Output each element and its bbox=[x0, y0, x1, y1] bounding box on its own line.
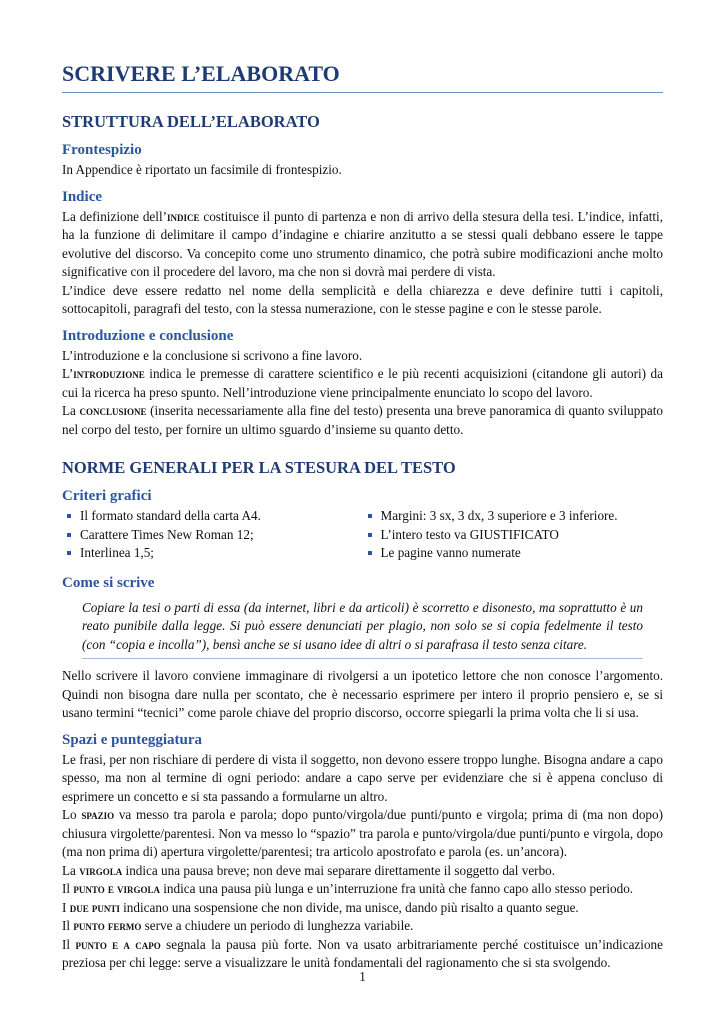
section-heading-norme: NORME GENERALI PER LA STESURA DEL TESTO bbox=[62, 458, 456, 477]
paragraph-spazi-1: Le frasi, per non rischiare di perdere di vista il soggetto, non devono essere troppo lunghe. Bisogna andare a capo spesso, ma non al termine di ogni periodo: andare a capo serve per evidenziare che si è appena concluso di esprimere un concetto e si sta passando a formularne un altro. bbox=[62, 751, 663, 804]
section-heading-struttura: STRUTTURA DELL’ELABORATO bbox=[62, 112, 320, 131]
paragraph-intro-1: L’introduzione e la conclusione si scrivono a fine lavoro. bbox=[62, 347, 363, 363]
paragraph-intro-3: La conclusione (inserita necessariamente alla fine del testo) presenta una breve panoramica di quanto sviluppato nel corpo del testo, per fornire un ultimo sguardo d’insieme su quanto detto. bbox=[62, 403, 663, 437]
paragraph-spazi-7: Il punto e a capo segnala la pausa più forte. Non va usato arbitrariamente perché costituisce un’indicazione preziosa per chi legge: serve a visualizzare le unità fondamentali del ragionamento che si sta svolgendo. bbox=[62, 936, 663, 970]
paragraph-spazi-5: I due punti indicano una sospensione che non divide, ma unisce, dando più risalto a quanto segue. bbox=[62, 899, 579, 915]
term-virgola: virgola bbox=[79, 863, 123, 878]
subheading-criteri: Criteri grafici bbox=[62, 488, 152, 504]
paragraph-spazi-3: La virgola indica una pausa breve; non deve mai separare direttamente il soggetto dal verbo. bbox=[62, 862, 556, 878]
criteri-list bbox=[62, 507, 663, 563]
list-item: Interlinea 1,5; bbox=[66, 544, 363, 563]
term-conclusione: conclusione bbox=[79, 404, 147, 418]
paragraph-come-si-scrive: Nello scrivere il lavoro conviene immaginare di rivolgersi a un ipotetico lettore che non conosce l’argomento. Quindi non bisogna dare nulla per scontato, che è necessario esprimere per intero il proprio pensiero e, se si usano termini “tecnici” come parole chiave del proprio discorso, occorre spiegarli la prima volta che li si usa. bbox=[62, 668, 663, 720]
term-punto-e-virgola: punto e virgola bbox=[73, 882, 160, 896]
term-introduzione: introduzione bbox=[73, 367, 145, 381]
criteri-right-column bbox=[363, 507, 664, 563]
paragraph-spazi-2: Lo spazio va messo tra parola e parola; dopo punto/virgola/due punti/punto e virgola; prima di (ma non dopo) chiusura virgolette/parentesi. Non va messo lo “spazio” tra parola e punto/virgola/due punti/punto e virgola, dopo (ma non prima di) apertura virgolette/parentesi; tra articolo apostrofato e parola (es. un’ancora). bbox=[62, 807, 663, 859]
paragraph-spazi-4: Il punto e virgola indica una pausa più lunga e un’interruzione fra unità che fanno capo allo stesso periodo. bbox=[62, 881, 634, 896]
list-item: Margini: 3 sx, 3 dx, 3 superiore e 3 inferiore. bbox=[367, 507, 664, 526]
list-item: L’intero testo va GIUSTIFICATO bbox=[367, 526, 664, 545]
list-item: Le pagine vanno numerate bbox=[367, 544, 664, 563]
paragraph-frontespizio: In Appendice è riportato un facsimile di frontespizio. bbox=[62, 162, 342, 177]
subheading-introduzione: Introduzione e conclusione bbox=[62, 327, 234, 344]
quote-plagio: Copiare la tesi o parti di essa (da internet, libri e da articoli) è scorretto e disonesto, ma soprattutto è un reato punibile dalla legge. Si può essere denunciati per plagio, non solo se si copia fedelmente il testo (con “copia e incolla”), bensì anche se si usano idee di altri o si parafrasa il testo senza citare. bbox=[82, 599, 643, 660]
subheading-spazi: Spazi e punteggiatura bbox=[62, 731, 203, 748]
term-spazio: spazio bbox=[81, 808, 115, 822]
subheading-come-si-scrive: Come si scrive bbox=[62, 574, 155, 591]
subheading-frontespizio: Frontespizio bbox=[62, 142, 142, 158]
criteri-left-column bbox=[62, 507, 363, 563]
page-title: SCRIVERE L’ELABORATO bbox=[62, 60, 663, 93]
list-item: Il formato standard della carta A4. bbox=[66, 507, 363, 526]
page-number: 1 bbox=[359, 969, 366, 984]
paragraph-intro-2: L’introduzione indica le premesse di carattere scientifico e le più recenti acquisizioni (citandone gli autori) da cui la ricerca ha preso spunto. Nell’introduzione viene principalmente enunciato lo scopo del lavoro. bbox=[62, 366, 663, 400]
list-item: Carattere Times New Roman 12; bbox=[66, 526, 363, 545]
paragraph-indice-1: La definizione dell’indice costituisce il punto di partenza e non di arrivo della stesura della tesi. L’indice, infatti, ha la funzione di delimitare il campo d’indagine e chiarire anzitutto a se stessi quali debbano essere le tappe evolutive del discorso. Va concepito come uno strumento dinamico, che potrà subire modificazioni anche molto significative con il procedere del lavoro, ma che non si dovrà mai perdere di vista. bbox=[62, 208, 663, 279]
paragraph-indice-2: L’indice deve essere redatto nel nome della semplicità e della chiarezza e deve definire tutti i capitoli, sottocapitoli, paragrafi del testo, con la stessa numerazione, con le stesse pagine e con le stesse parole. bbox=[62, 282, 663, 316]
paragraph-spazi-6: Il punto fermo serve a chiudere un periodo di lunghezza variabile. bbox=[62, 918, 414, 933]
term-punto-e-a-capo: punto e a capo bbox=[75, 937, 161, 952]
subheading-indice: Indice bbox=[62, 188, 103, 205]
term-indice: indice bbox=[167, 209, 200, 224]
term-punto-fermo: punto fermo bbox=[73, 919, 142, 933]
term-due-punti: due punti bbox=[69, 900, 120, 915]
